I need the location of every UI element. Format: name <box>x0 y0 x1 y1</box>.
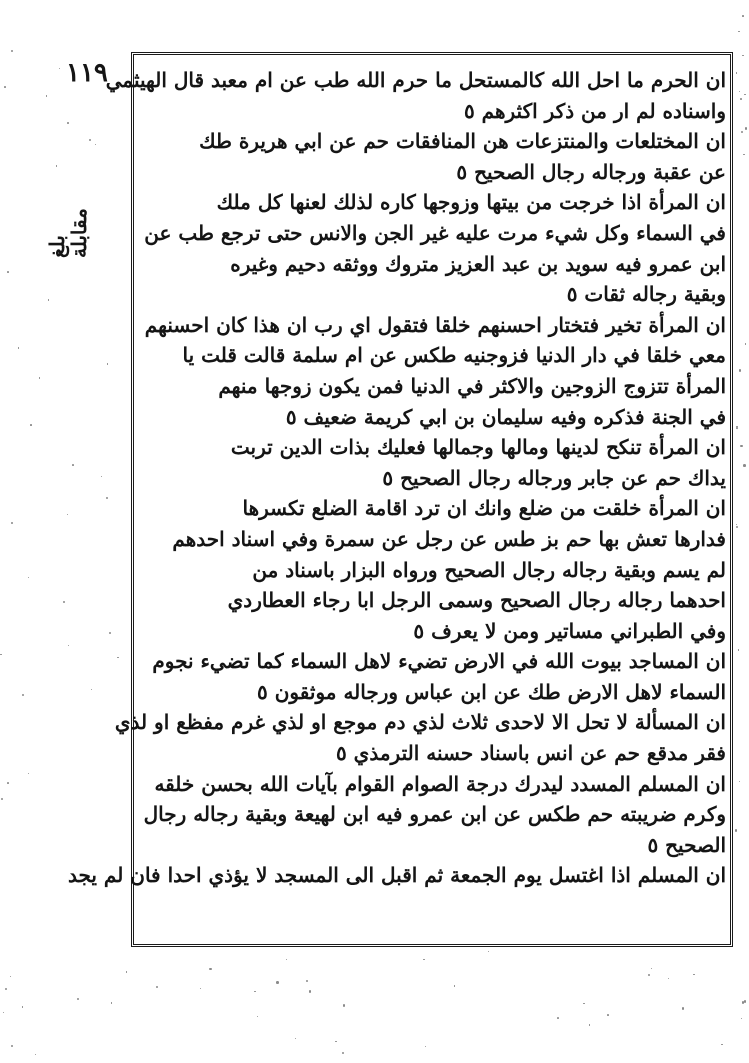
paper-speck <box>454 985 456 987</box>
paper-speck <box>745 127 748 130</box>
paper-speck <box>295 1038 296 1039</box>
paper-speck <box>740 98 742 100</box>
manuscript-line: لم يسم وبقية رجاله رجال الصحيح ورواه البزار باسناد من <box>252 557 726 582</box>
paper-speck <box>1 798 3 800</box>
paper-speck <box>745 343 747 345</box>
paper-speck <box>423 959 424 960</box>
manuscript-line: في الجنة فذكره وفيه سليمان بن ابي كريمة ضعيف ٥ <box>285 404 726 429</box>
manuscript-line: معي خلقا في دار الدنيا فزوجنيه طكس عن ام سلمة قالت قلت يا <box>182 343 726 368</box>
paper-speck <box>91 689 92 690</box>
paper-speck <box>72 464 74 466</box>
paper-speck <box>35 1054 36 1055</box>
paper-speck <box>648 974 650 976</box>
margin-note-line-2: مقابلة <box>67 208 91 258</box>
paper-speck <box>743 464 746 467</box>
margin-note <box>46 108 90 258</box>
manuscript-line: فقر مدقع حم عن انس باسناد حسنه الترمذي ٥ <box>335 741 726 766</box>
paper-speck <box>95 144 96 145</box>
manuscript-line: ان المسلم المسدد ليدرك درجة الصوام القوام بآيات الله بحسن خلقه <box>154 771 726 796</box>
paper-speck <box>5 988 7 990</box>
manuscript-line: في السماء وكل شيء مرت عليه غير الجن والانس حتى ترجع طب عن <box>144 220 726 245</box>
paper-speck <box>106 497 108 499</box>
paper-speck <box>126 971 128 973</box>
paper-speck <box>583 1003 585 1005</box>
paper-speck <box>693 974 694 975</box>
paper-speck <box>743 154 744 155</box>
manuscript-line: وكرم ضريبته حم طكس عن ابن عمرو فيه ابن لهيعة وبقية رجاله رجال <box>143 802 726 827</box>
paper-speck <box>107 363 108 364</box>
paper-speck <box>721 1044 722 1045</box>
paper-speck <box>309 990 311 992</box>
manuscript-line: ان المسلم اذا اغتسل يوم الجمعة ثم اقبل الى المسجد لا يؤذي احدا فان لم يجد <box>67 863 726 888</box>
paper-speck <box>59 68 60 69</box>
paper-speck <box>22 1006 23 1007</box>
manuscript-line: ان المساجد بيوت الله في الارض تضيء لاهل السماء كما تضيء نجوم <box>152 649 726 674</box>
paper-speck <box>739 91 740 92</box>
paper-speck <box>343 1004 345 1006</box>
paper-speck <box>209 968 212 971</box>
paper-speck <box>67 514 68 515</box>
paper-speck <box>744 94 745 95</box>
paper-speck <box>741 1018 743 1020</box>
paper-speck <box>742 15 744 17</box>
manuscript-line: ان المرأة اذا خرجت من بيتها وزوجها كاره لذلك لعنها كل ملك <box>216 190 726 215</box>
paper-speck <box>63 601 65 603</box>
manuscript-line: وبقية رجاله ثقات ٥ <box>566 282 726 307</box>
paper-speck <box>10 976 11 977</box>
paper-speck <box>736 526 738 528</box>
manuscript-line: السماء لاهل الارض طك عن ابن عباس ورجاله موثقون ٥ <box>257 679 726 704</box>
paper-speck <box>740 445 742 447</box>
paper-speck <box>742 55 744 57</box>
paper-speck <box>111 1002 113 1004</box>
manuscript-line: يداك حم عن جابر ورجاله رجال الصحيح ٥ <box>382 465 726 490</box>
margin-note-line-1: بلغ <box>45 235 69 258</box>
paper-speck <box>18 347 20 349</box>
paper-speck <box>28 773 29 774</box>
paper-speck <box>7 782 9 784</box>
paper-speck <box>342 1052 344 1054</box>
paper-speck <box>77 998 79 1000</box>
paper-speck <box>156 986 158 988</box>
paper-speck <box>0 654 1 655</box>
paper-speck <box>39 377 41 379</box>
paper-speck <box>22 694 24 696</box>
paper-speck <box>200 988 201 989</box>
paper-speck <box>736 72 737 73</box>
manuscript-line: ان الحرم ما احل الله كالمستحل ما حرم الله طب عن ام معبد قال الهيثمي <box>105 68 726 92</box>
manuscript-line: ان المرأة تخير فتختار احسنهم خلقا فتقول اي رب ان هذا كان احسنهم <box>144 312 726 337</box>
manuscript-line: ابن عمرو فيه سويد بن عبد العزيز متروك ووثقه دحيم وغيره <box>230 251 726 276</box>
paper-speck <box>30 424 32 426</box>
manuscript-line: وفي الطبراني مساتير ومن لا يعرف ٥ <box>413 618 726 643</box>
paper-speck <box>739 781 740 782</box>
paper-speck <box>117 657 118 658</box>
paper-speck <box>11 1045 13 1047</box>
paper-speck <box>744 1000 747 1003</box>
paper-speck <box>28 577 29 578</box>
paper-speck <box>425 1046 426 1047</box>
manuscript-line: ان المرأة خلقت من ضلع وانك ان ترد اقامة الضلع تكسرها <box>242 496 726 521</box>
paper-speck <box>276 981 279 984</box>
paper-speck <box>11 522 13 524</box>
paper-speck <box>68 645 69 646</box>
paper-speck <box>4 86 6 88</box>
paper-speck <box>738 31 740 33</box>
paper-speck <box>3 1012 4 1013</box>
paper-speck <box>668 978 669 979</box>
paper-speck <box>736 427 738 429</box>
manuscript-line: ان المسألة لا تحل الا لاحدى ثلاث لذي دم موجع او لذي غرم مفظع او لذي <box>114 710 726 735</box>
paper-speck <box>738 649 740 651</box>
paper-speck <box>741 131 743 133</box>
manuscript-line: واسناده لم ار من ذكر اكثرهم ٥ <box>463 98 726 123</box>
paper-speck <box>254 991 255 992</box>
manuscript-line: عن عقبة ورجاله رجال الصحيح ٥ <box>456 159 726 184</box>
paper-speck <box>11 50 13 52</box>
manuscript-line: الصحيح ٥ <box>647 832 726 857</box>
paper-speck <box>651 968 652 969</box>
paper-speck <box>682 1007 685 1010</box>
paper-speck <box>488 951 489 952</box>
paper-speck <box>306 980 308 982</box>
manuscript-line: ان المختلعات والمنتزعات هن المنافقات حم عن ابي هريرة طك <box>199 129 726 154</box>
paper-speck <box>257 1016 258 1017</box>
paper-speck <box>109 632 111 634</box>
manuscript-line: ان المرأة تنكح لدينها ومالها وجمالها فعليك بذات الدين تربت <box>230 435 726 460</box>
manuscript-line: فدارها تعش بها حم بز طس عن رجل عن سمرة وفي اسناد احدهم <box>172 526 726 551</box>
manuscript-line: المرأة تتزوج الزوجين والاكثر في الدنيا فمن يكون زوجها منهم <box>218 373 726 398</box>
paper-speck <box>742 1001 744 1003</box>
paper-speck <box>335 1041 337 1043</box>
paper-speck <box>735 829 737 831</box>
paper-speck <box>736 524 737 525</box>
page-number: ١١٩ <box>66 58 108 88</box>
paper-speck <box>739 369 741 371</box>
paper-speck <box>557 1017 559 1019</box>
paper-speck <box>48 299 50 301</box>
paper-speck <box>46 95 47 96</box>
paper-speck <box>101 476 102 477</box>
paper-speck <box>7 271 9 273</box>
paper-speck <box>607 1014 609 1016</box>
paper-speck <box>589 1024 590 1025</box>
manuscript-line: احدهما رجاله رجال الصحيح وسمى الرجل ابا رجاء العطاردي <box>227 588 726 613</box>
paper-speck <box>286 959 287 960</box>
